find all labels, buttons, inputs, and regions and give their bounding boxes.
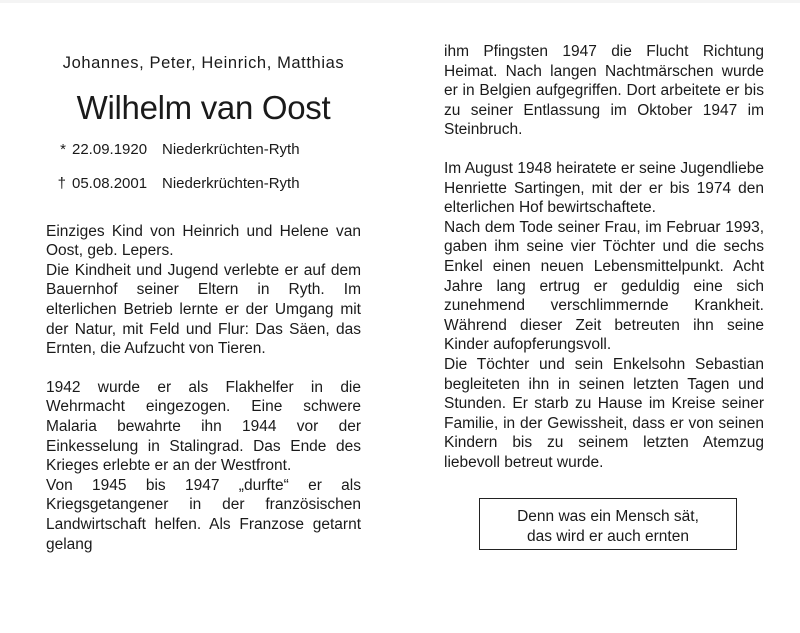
left-column bbox=[46, 38, 361, 554]
death-row bbox=[46, 174, 361, 193]
paragraph-escape: ihm Pfingsten 1947 die Flucht Richtung Heimat. Nach langen Nachtmärschen wurde er in Belgien aufgegriffen. Dort arbeitete er bis zu seiner Entlassung im Oktober 1947 im Steinbruch. bbox=[444, 43, 764, 139]
birth-date: 22.09.1920 bbox=[72, 140, 148, 158]
birth-place: Niederkrüchten-Ryth bbox=[162, 140, 300, 158]
death-place: Niederkrüchten-Ryth bbox=[162, 174, 300, 192]
quote-line-1: Denn was ein Mensch sät, bbox=[517, 508, 699, 525]
birth-row bbox=[46, 140, 361, 159]
life-dates bbox=[46, 140, 361, 193]
paragraph-marriage: Im August 1948 heiratete er seine Jugendliebe Henriette Sartingen, mit der er bis 1974 den elterlichen Hof bewirtschaftete. bbox=[444, 159, 764, 217]
paragraph-war: 1942 wurde er als Flakhelfer in die Wehrmacht eingezogen. Eine schwere Malaria bewahrte ihn 1944 vor der Einkesselung in Stalingrad. Das Ende des Krieges erlebte er an der Westfront. bbox=[46, 378, 361, 475]
paragraph-later-life: Nach dem Tode seiner Frau, im Februar 1993, gaben ihm seine vier Töchter und die sechs Enkel einen neuen Lebensmittelpunkt. Acht Jahre lang ertrug er geduldig eine sich zunehmend verschlimmernde Krankheit. Während dieser Zeit betreuten ihn seine Kinder aufopferungsvoll. bbox=[444, 218, 764, 354]
paragraph-captivity: Von 1945 bis 1947 „durfte“ er als Kriegsgetangener in der französischen Landwirtschaft helfen. Als Franzose getarnt gelang bbox=[46, 476, 361, 553]
paragraph-death: Die Töchter und sein Enkelsohn Sebastian begleiteten ihn in seinen letzten Tagen und Stunden. Er starb zu Hause im Kreise seiner Familie, in der Gewissheit, dass er von seinen Kindern bis zu seinem letzten Atemzug liebevoll betreut wurde. bbox=[444, 355, 764, 471]
death-date: 05.08.2001 bbox=[72, 174, 148, 192]
right-column bbox=[444, 42, 764, 472]
paragraph-childhood: Die Kindheit und Jugend verlebte er auf dem Bauernhof seiner Eltern in Ryth. Im elterlichen Betrieb lernte er der Umgang mit der Natur, mit Feld und Flur: Das Säen, das Ernten, die Aufzucht von Tieren. bbox=[46, 261, 361, 358]
quote-box bbox=[479, 498, 737, 550]
scan-edge bbox=[0, 0, 800, 3]
death-symbol: † bbox=[57, 174, 66, 192]
given-names: Johannes, Peter, Heinrich, Matthias bbox=[62, 54, 345, 72]
paragraph-parents: Einziges Kind von Heinrich und Helene van Oost, geb. Lepers. bbox=[46, 222, 361, 260]
quote-line-2: das wird er auch ernten bbox=[527, 528, 689, 545]
birth-symbol: * bbox=[60, 140, 66, 158]
deceased-name: Wilhelm van Oost bbox=[76, 88, 331, 126]
